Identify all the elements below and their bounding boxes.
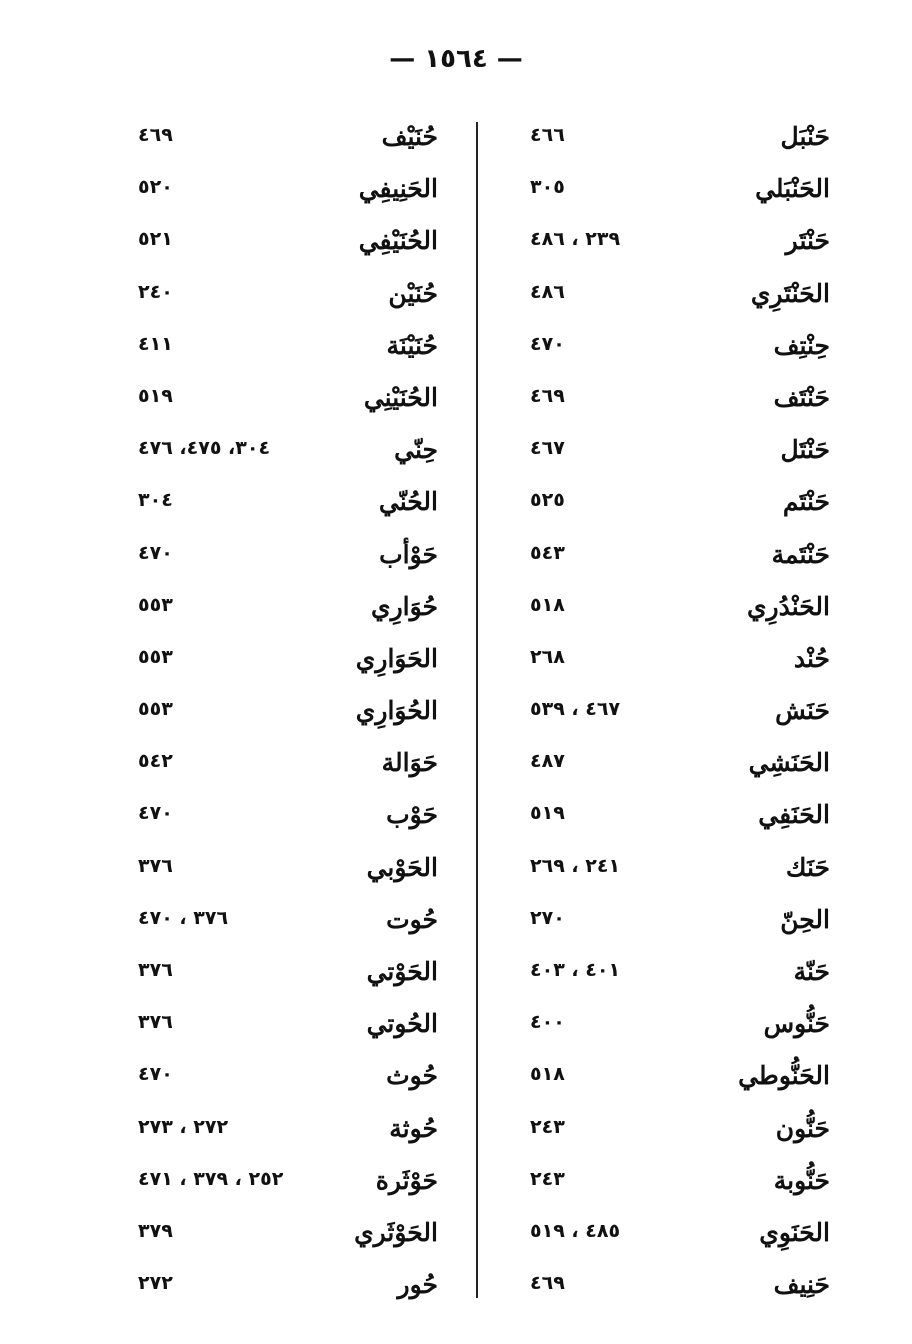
- entry-word: الحَوَارِي: [355, 643, 438, 673]
- index-entry: [138, 323, 438, 375]
- index-entry: [530, 897, 830, 949]
- entry-pages: ٤٦٧ ، ٥٣٩: [530, 698, 621, 721]
- index-entry: [138, 166, 438, 218]
- entry-word: حَوْأب: [379, 539, 438, 569]
- index-entry: [138, 636, 438, 688]
- entry-word: الحُوَارِي: [355, 696, 438, 726]
- index-entry: [530, 845, 830, 897]
- entry-pages: ٥٢٥: [530, 489, 565, 512]
- entry-pages: ٣٧٦ ، ٤٧٠: [138, 906, 229, 929]
- entry-word: الحُنَيْفِي: [358, 226, 438, 256]
- index-entry: [138, 1106, 438, 1158]
- entry-pages: ٣٧٦: [138, 854, 173, 877]
- entry-pages: ٤٦٩: [530, 384, 565, 407]
- entry-word: الحُنّي: [378, 487, 438, 517]
- entry-word: حَنُّوس: [763, 1009, 830, 1039]
- entry-pages: ٤٨٧: [530, 750, 565, 773]
- entry-pages: ٣٠٤: [138, 489, 173, 512]
- index-entry: [530, 1001, 830, 1053]
- entry-word: حَوْثَرة: [375, 1165, 438, 1195]
- entry-word: حَوَالة: [381, 748, 438, 778]
- index-entry: [138, 1262, 438, 1314]
- page-number: — ١٥٦٤ —: [389, 44, 523, 74]
- entry-word: حُور: [397, 1270, 438, 1300]
- index-entry: [530, 532, 830, 584]
- index-entry: [138, 375, 438, 427]
- entry-pages: ٤٦٦: [530, 124, 565, 146]
- entry-word: الحَوْبي: [366, 852, 438, 882]
- entry-word: الحَنْدُرِي: [746, 591, 830, 621]
- entry-word: حَنُّوبة: [773, 1165, 830, 1195]
- entry-pages: ٥١٩: [138, 384, 173, 407]
- index-entry: [530, 427, 830, 479]
- entry-pages: ٥٤٢: [138, 750, 173, 773]
- entry-pages: ٥١٨: [530, 1063, 565, 1086]
- right-column: [530, 114, 830, 1314]
- index-entry: [530, 218, 830, 270]
- entry-pages: ٤٨٥ ، ٥١٩: [530, 1219, 621, 1242]
- entry-word: حُوت: [386, 904, 438, 934]
- entry-pages: ٢٧٢: [138, 1272, 173, 1295]
- entry-word: الحَنُّوطي: [738, 1061, 830, 1091]
- index-entry: [138, 949, 438, 1001]
- index-entry: [530, 949, 830, 1001]
- entry-pages: ٢٣٩ ، ٤٨٦: [530, 228, 621, 251]
- index-entry: [138, 897, 438, 949]
- entry-pages: ٣٠٥: [530, 176, 565, 199]
- index-entry: [530, 584, 830, 636]
- entry-pages: ٥٥٣: [138, 645, 173, 668]
- entry-pages: ٣٧٩: [138, 1219, 173, 1242]
- index-entry: [530, 740, 830, 792]
- entry-pages: ٥٥٣: [138, 593, 173, 616]
- entry-pages: ٥٢١: [138, 228, 173, 251]
- entry-word: حُوث: [386, 1061, 438, 1091]
- index-entry: [530, 688, 830, 740]
- entry-word: حِنْتِف: [773, 330, 830, 360]
- entry-word: حَنْتَمة: [771, 539, 830, 569]
- entry-word: الحَوْتي: [366, 957, 438, 986]
- entry-pages: ٥٢٠: [138, 176, 173, 199]
- entry-word: حَنِيف: [773, 1270, 830, 1300]
- index-entry: [138, 1001, 438, 1053]
- index-entry: [530, 479, 830, 531]
- entry-pages: ٤٨٦: [530, 280, 565, 303]
- entry-pages: ٤٦٧: [530, 437, 565, 460]
- entry-word: حُنْد: [793, 643, 830, 673]
- entry-pages: ٤٦٩: [530, 1272, 565, 1295]
- entry-word: حُنَيْنَة: [386, 330, 438, 360]
- entry-word: حَنْبَل: [780, 122, 830, 151]
- entry-pages: ٢٤٣: [530, 1167, 565, 1190]
- entry-word: حُوَارِي: [371, 591, 438, 621]
- entry-word: الحَنْبَلي: [755, 174, 830, 204]
- entry-word: حَوْب: [386, 800, 438, 830]
- index-entry: [530, 114, 830, 166]
- entry-pages: ٤٧٠: [530, 332, 565, 355]
- index-entry: [530, 1262, 830, 1314]
- entry-pages: ٤٦٩: [138, 124, 173, 146]
- entry-pages: ٢٥٢ ، ٣٧٩ ، ٤٧١: [138, 1167, 284, 1190]
- entry-word: الحَنِيفِي: [358, 174, 438, 204]
- index-entry: [530, 271, 830, 323]
- entry-word: الحُنَيْنِي: [363, 382, 438, 412]
- entry-word: حَنُّون: [775, 1113, 830, 1143]
- entry-word: الحَنَشِي: [748, 748, 830, 778]
- index-entry: [530, 1158, 830, 1210]
- entry-word: حَنْتَف: [773, 382, 830, 412]
- entry-word: حَنّة: [793, 957, 830, 986]
- index-entry: [530, 375, 830, 427]
- index-entry: [530, 1106, 830, 1158]
- entry-word: حُوثة: [389, 1113, 438, 1143]
- entry-pages: ٥١٨: [530, 593, 565, 616]
- entry-word: حُنَيْن: [388, 278, 438, 308]
- index-entry: [530, 1053, 830, 1105]
- entry-word: حِنّي: [394, 435, 438, 465]
- index-entry: [138, 792, 438, 844]
- entry-word: الحُوتي: [366, 1009, 438, 1039]
- entry-word: حُنَيْف: [381, 122, 438, 151]
- index-entry: [138, 1210, 438, 1262]
- entry-pages: ٢٧٢ ، ٢٧٣: [138, 1115, 229, 1138]
- column-divider: [476, 122, 478, 1298]
- index-entry: [138, 114, 438, 166]
- entry-word: الحَنَفِي: [758, 800, 830, 830]
- entry-word: الحَنْتَرِي: [750, 278, 830, 308]
- index-entry: [138, 271, 438, 323]
- entry-word: حَنَش: [775, 696, 830, 726]
- index-entry: [530, 636, 830, 688]
- index-entry: [138, 479, 438, 531]
- entry-word: حَنْتَم: [782, 487, 830, 517]
- entry-pages: ٤٠٠: [530, 1011, 565, 1034]
- entry-pages: ٢٤٣: [530, 1115, 565, 1138]
- entry-pages: ٤٧٠: [138, 1063, 173, 1086]
- index-entry: [530, 323, 830, 375]
- entry-word: الحَنَوِي: [759, 1217, 830, 1247]
- entry-word: الحَوْثَري: [354, 1217, 438, 1247]
- index-entry: [138, 1158, 438, 1210]
- entry-pages: ٥١٩: [530, 802, 565, 825]
- entry-pages: ٢٤١ ، ٢٦٩: [530, 854, 621, 877]
- index-entry: [138, 1053, 438, 1105]
- entry-pages: ٤٧٠: [138, 541, 173, 564]
- entry-pages: ٣٧٦: [138, 1011, 173, 1034]
- index-entry: [530, 1210, 830, 1262]
- entry-pages: ٣٠٤، ٤٧٥، ٤٧٦: [138, 437, 271, 460]
- entry-pages: ٥٥٣: [138, 698, 173, 721]
- index-entry: [138, 740, 438, 792]
- index-entry: [530, 792, 830, 844]
- index-entry: [138, 584, 438, 636]
- entry-pages: ٤١١: [138, 332, 173, 355]
- entry-pages: ٣٧٦: [138, 959, 173, 981]
- index-entry: [138, 427, 438, 479]
- entry-pages: ٤٧٠: [138, 802, 173, 825]
- index-entry: [138, 218, 438, 270]
- left-column: [138, 114, 438, 1314]
- entry-pages: ٢٦٨: [530, 645, 565, 668]
- entry-pages: ٤٠١ ، ٤٠٣: [530, 959, 621, 981]
- entry-pages: ٢٧٠: [530, 906, 565, 929]
- entry-word: حَنَك: [785, 852, 830, 882]
- entry-word: الحِنّ: [780, 904, 830, 934]
- entry-pages: ٢٤٠: [138, 280, 173, 303]
- entry-word: حَنْتَل: [780, 435, 830, 465]
- index-entry: [138, 688, 438, 740]
- index-entry: [530, 166, 830, 218]
- index-entry: [138, 845, 438, 897]
- entry-pages: ٥٤٣: [530, 541, 565, 564]
- index-entry: [138, 532, 438, 584]
- entry-word: حَنْتَر: [785, 226, 830, 256]
